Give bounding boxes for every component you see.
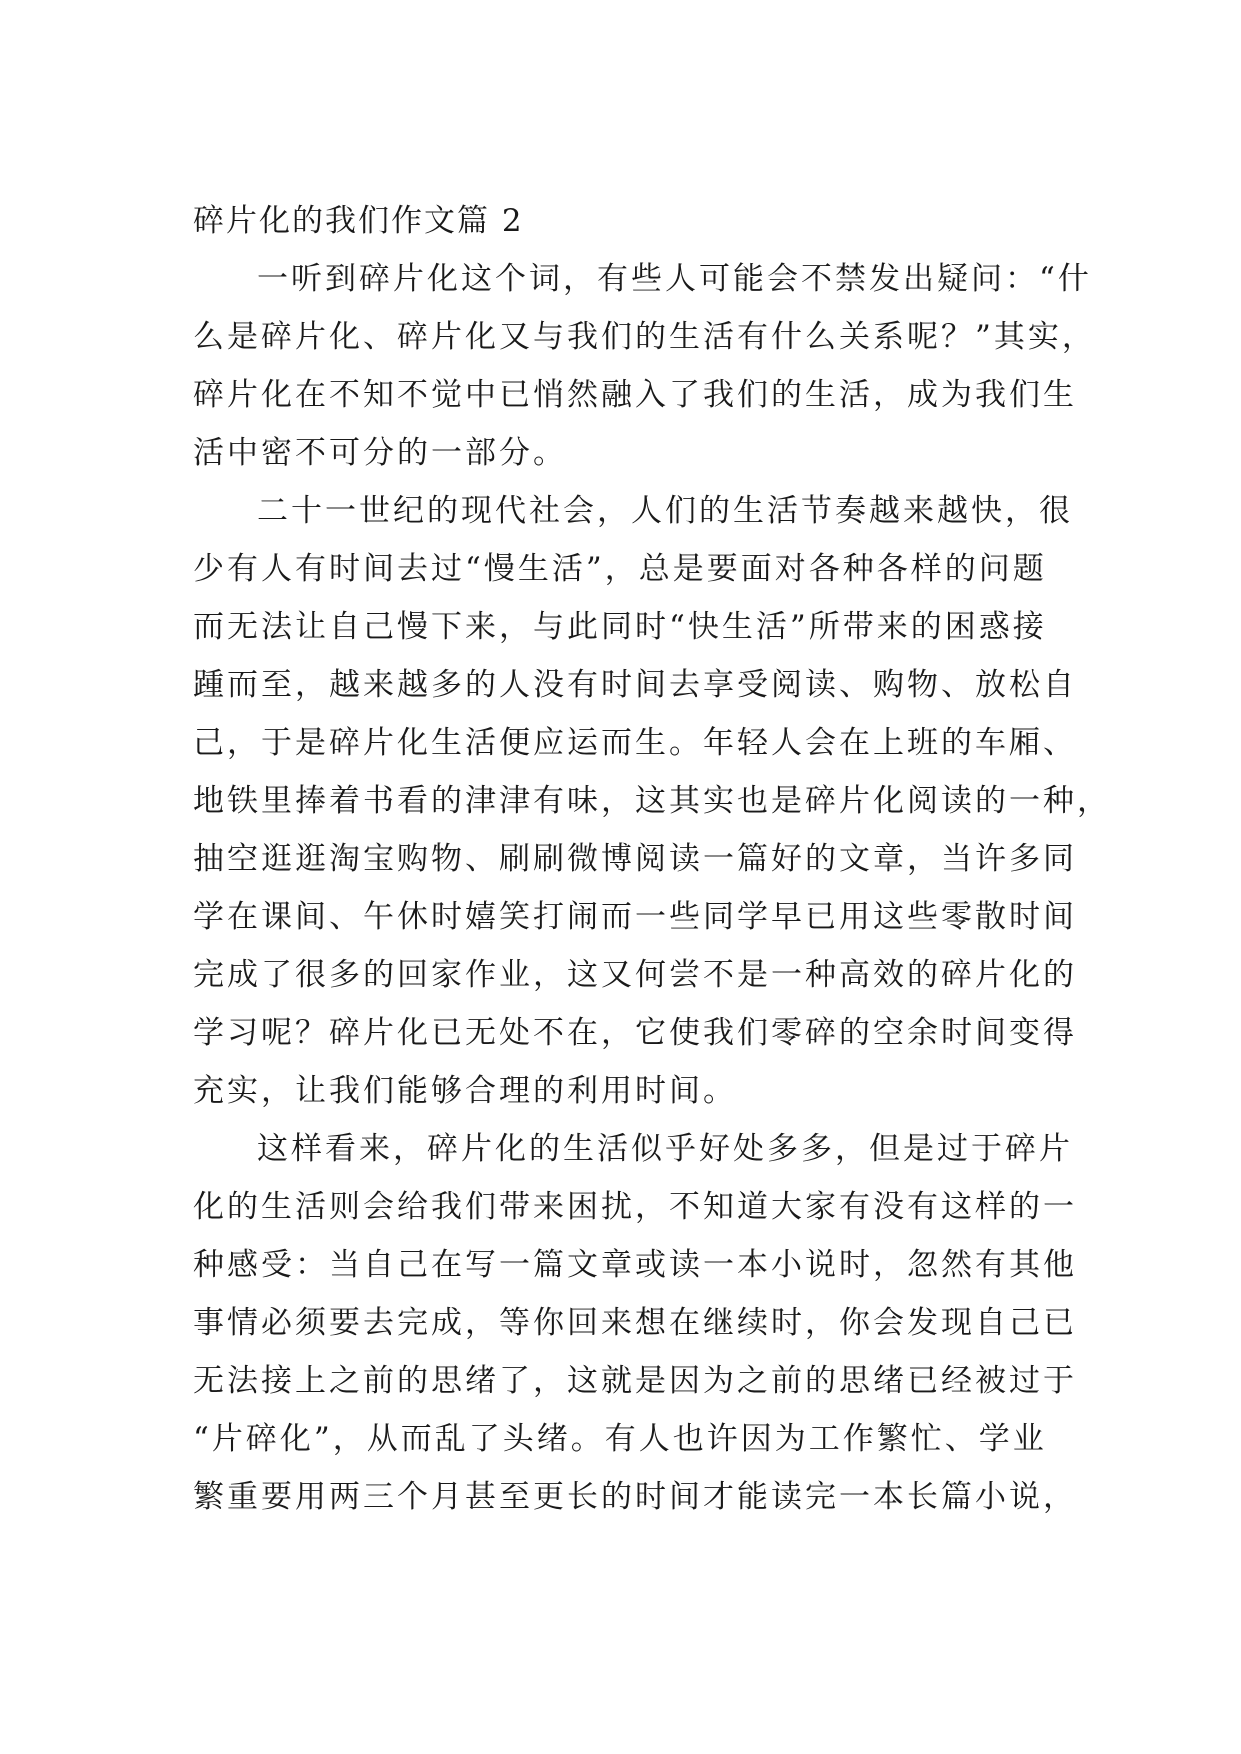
paragraph-line: 充实，让我们能够合理的利用时间。 <box>193 1073 737 1109</box>
paragraph-line: 事情必须要去完成，等你回来想在继续时，你会发现自己已 <box>193 1305 1077 1341</box>
paragraph <box>193 482 1111 1120</box>
paragraph-line: 这样看来，碎片化的生活似乎好处多多，但是过于碎片 <box>257 1131 1073 1167</box>
paragraph-list <box>193 250 1111 1526</box>
paragraph-line: 一听到碎片化这个词，有些人可能会不禁发出疑问：“什 <box>257 261 1092 297</box>
paragraph-line: 学在课间、午休时嬉笑打闹而一些同学早已用这些零散时间 <box>193 899 1077 935</box>
document-title: 碎片化的我们作文篇 2 <box>193 203 524 239</box>
paragraph-line: 地铁里捧着书看的津津有味，这其实也是碎片化阅读的一种， <box>193 783 1111 819</box>
paragraph-line: 而无法让自己慢下来，与此同时“快生活”所带来的困惑接 <box>193 609 1047 645</box>
paragraph-line: 学习呢？碎片化已无处不在，它使我们零碎的空余时间变得 <box>193 1015 1077 1051</box>
paragraph <box>193 1120 1077 1526</box>
paragraph-line: 繁重要用两三个月甚至更长的时间才能读完一本长篇小说， <box>193 1479 1077 1515</box>
paragraph <box>193 250 1096 482</box>
paragraph-line: 少有人有时间去过“慢生活”，总是要面对各种各样的问题 <box>193 551 1047 587</box>
paragraph-line: 碎片化在不知不觉中已悄然融入了我们的生活，成为我们生 <box>193 377 1077 413</box>
paragraph-line: 完成了很多的回家作业，这又何尝不是一种高效的碎片化的 <box>193 957 1077 993</box>
paragraph-line: 二十一世纪的现代社会，人们的生活节奏越来越快，很 <box>257 493 1073 529</box>
paragraph-line: 己，于是碎片化生活便应运而生。年轻人会在上班的车厢、 <box>193 725 1077 761</box>
paragraph-line: 无法接上之前的思绪了，这就是因为之前的思绪已经被过于 <box>193 1363 1077 1399</box>
paragraph-line: “片碎化”，从而乱了头绪。有人也许因为工作繁忙、学业 <box>193 1421 1047 1457</box>
paragraph-line: 踵而至，越来越多的人没有时间去享受阅读、购物、放松自 <box>193 667 1077 703</box>
document-body <box>193 192 1111 1526</box>
paragraph-line: 活中密不可分的一部分。 <box>193 435 567 471</box>
paragraph-line: 化的生活则会给我们带来困扰，不知道大家有没有这样的一 <box>193 1189 1077 1225</box>
paragraph-line: 种感受：当自己在写一篇文章或读一本小说时，忽然有其他 <box>193 1247 1077 1283</box>
paragraph-line: 么是碎片化、碎片化又与我们的生活有什么关系呢？”其实， <box>193 319 1096 355</box>
paragraph-line: 抽空逛逛淘宝购物、刷刷微博阅读一篇好的文章，当许多同 <box>193 841 1077 877</box>
